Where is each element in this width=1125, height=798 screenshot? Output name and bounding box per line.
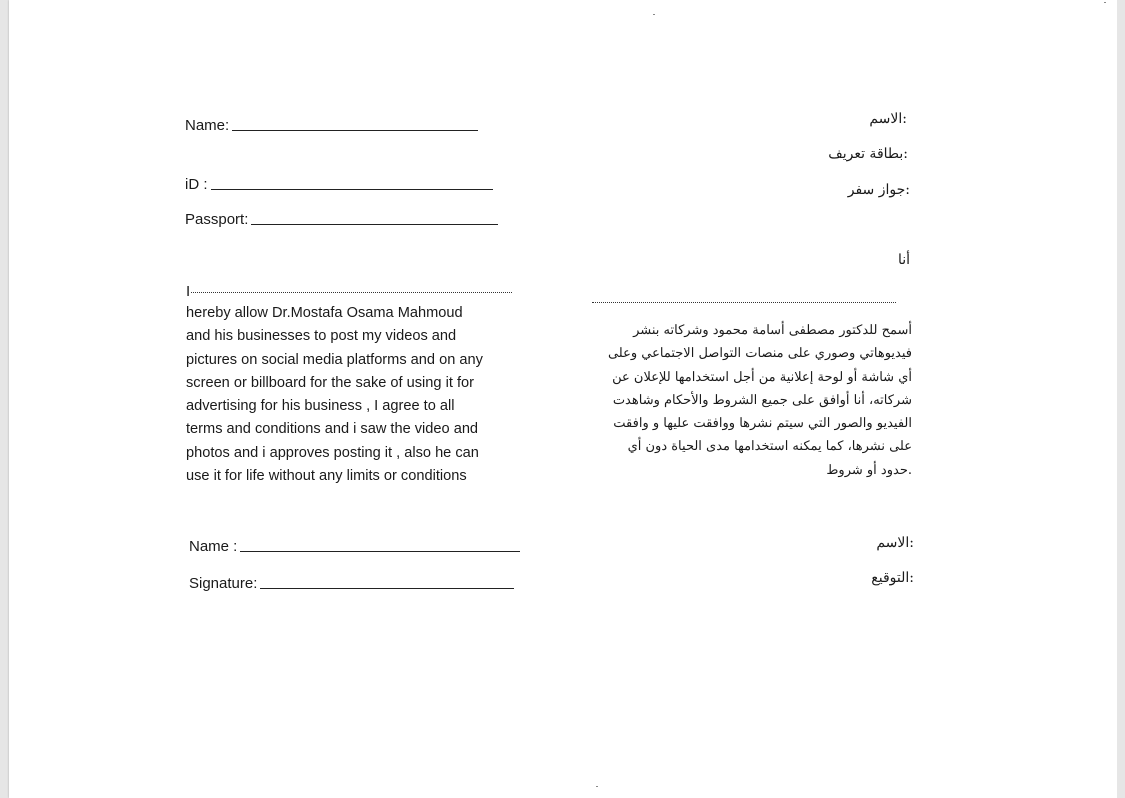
page-gutter (1117, 0, 1125, 798)
english-name-line[interactable] (232, 129, 478, 131)
english-i-field[interactable] (186, 283, 190, 300)
arabic-name-label: :الاسم (869, 111, 907, 127)
english-passport-label: Passport: (185, 211, 249, 228)
arabic-passport-label: :جواز سفر (847, 182, 910, 198)
arabic-id-label: :بطاقة تعريف (828, 146, 908, 162)
scan-speck (653, 14, 655, 15)
arabic-consent-text: أسمح للدكتور مصطفى أسامة محمود وشركاته بنشر فيديوهاتي وصوري على منصات التواصل الاجتماعي وعلى أي شاشة أو لوحة إعلانية من أجل استخدامها للإعلان عن شركاته، أنا أوافق على جميع الشروط والأحكام وشاهدت الفيديو والصور التي سيتم نشرها ووافقت عليها و وافقت على نشرها، كما يمكنه استخدامها مدى الحياة دون أي .حدود أو شروط (607, 323, 912, 478)
scan-speck (596, 786, 598, 787)
english-sign-name-label: Name : (189, 538, 238, 555)
english-sign-name-field[interactable] (189, 538, 520, 555)
english-name-field[interactable] (185, 117, 478, 134)
arabic-sign-name-label: :الاسم (876, 535, 914, 551)
english-signature-field[interactable] (189, 575, 514, 592)
english-i-dotted-line[interactable] (191, 291, 512, 293)
english-name-label: Name: (185, 117, 230, 134)
english-signature-line[interactable] (260, 587, 514, 589)
english-consent-text: hereby allow Dr.Mostafa Osama Mahmoud and his businesses to post my videos and pictures on social media platforms and on any screen or billboard for the sake of using it for advertising for his business , I agree to all terms and conditions and i saw the video and photos and i approves posting it , also he can use it for life without any limits or conditions (186, 305, 483, 485)
english-signature-label: Signature: (189, 575, 258, 592)
english-sign-name-line[interactable] (240, 550, 520, 552)
scan-speck (1104, 2, 1106, 3)
arabic-i-dotted-line[interactable] (592, 301, 896, 303)
english-passport-field[interactable] (185, 211, 498, 228)
arabic-signature-label: :التوقيع (871, 570, 914, 586)
english-id-label: iD : (185, 176, 208, 193)
arabic-i-label: أنا (897, 252, 910, 268)
english-id-line[interactable] (211, 188, 493, 190)
document-page (9, 0, 1117, 798)
english-id-field[interactable] (185, 176, 493, 193)
english-passport-line[interactable] (251, 223, 498, 225)
english-i-label: I (186, 283, 191, 300)
